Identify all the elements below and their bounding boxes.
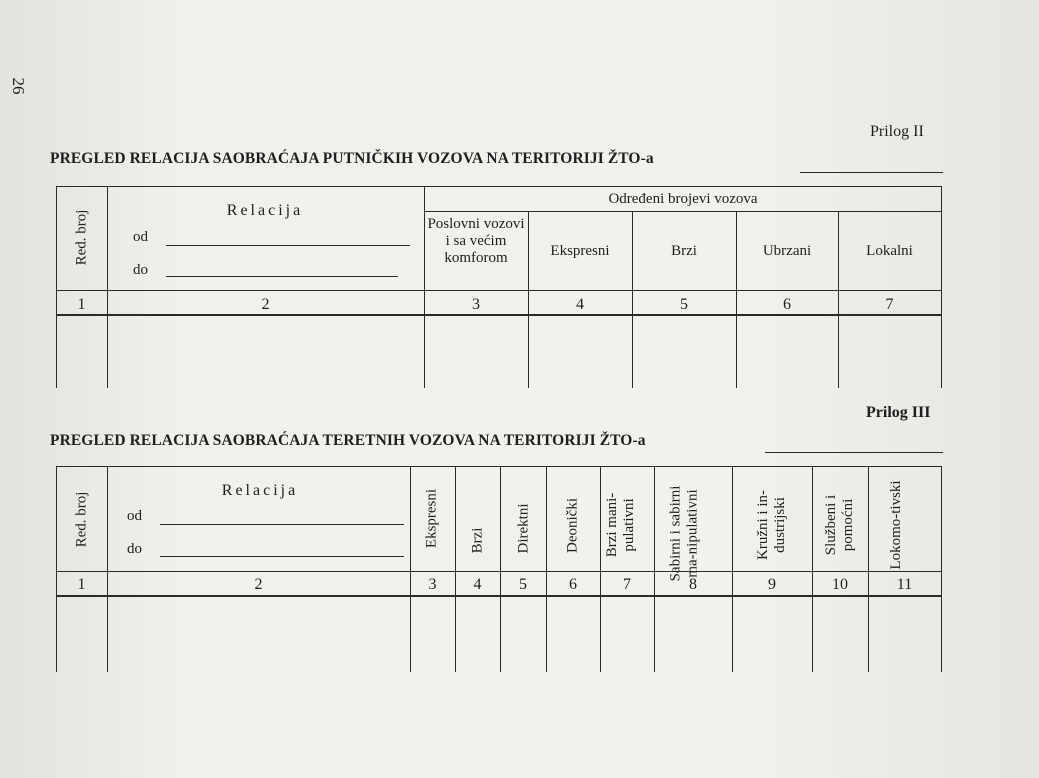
annex3-col-divider xyxy=(455,466,456,672)
annex3-brzi-header: Brzi xyxy=(469,527,486,554)
annex3-number-row-bottom xyxy=(56,595,942,597)
annex3-od-label: od xyxy=(127,508,142,524)
annex3-brzi-mani-header: Brzi mani-pulativni xyxy=(604,492,637,558)
annex3-col-number: 8 xyxy=(689,576,697,593)
annex3-red-broj-header: Red. broj xyxy=(73,491,90,548)
annex3-col-number: 3 xyxy=(428,576,437,593)
annex3-top-border xyxy=(56,466,942,467)
annex2-lokalni-header: Lokalni xyxy=(866,243,913,259)
annex2-col-number: 5 xyxy=(680,296,688,313)
annex2-col-divider xyxy=(107,186,108,388)
annex3-col-divider xyxy=(546,466,547,672)
annex3-od-line xyxy=(160,524,404,525)
annex2-ubrzani-header: Ubrzani xyxy=(762,243,812,259)
annex2-col-divider xyxy=(424,186,425,388)
annex3-col-divider xyxy=(600,466,601,672)
annex2-col-number: 2 xyxy=(261,296,270,313)
annex2-red-broj-header: Red. broj xyxy=(73,209,90,266)
annex3-col-divider xyxy=(732,466,733,672)
annex3-col-number: 7 xyxy=(623,576,631,593)
annex3-relacija-header: Relacija xyxy=(221,482,299,499)
annex3-do-label: do xyxy=(127,541,142,557)
annex2-group-divider xyxy=(424,211,942,212)
annex2-col-number: 1 xyxy=(77,296,86,313)
annex3-header-bottom xyxy=(56,571,942,572)
annex3-col-number: 2 xyxy=(254,576,263,593)
annex2-poslovni-header: Poslovni vozovi i sa većim komforom xyxy=(427,216,525,266)
annex2-relacija-header: Relacija xyxy=(226,202,304,219)
annex3-kruzni-header: Kružni i in-dustrijski xyxy=(755,490,788,560)
annex3-left-border xyxy=(56,466,57,672)
annex2-group-header: Određeni brojevi vozova xyxy=(608,191,758,207)
annex3-title-line xyxy=(765,452,943,453)
annex2-ekspresni-header: Ekspresni xyxy=(550,243,610,259)
annex3-col-divider xyxy=(654,466,655,672)
annex3-col-divider xyxy=(410,466,411,672)
annex2-col-number: 7 xyxy=(885,296,894,313)
annex3-col-number: 5 xyxy=(519,576,527,593)
annex3-col-divider xyxy=(812,466,813,672)
annex3-col-number: 11 xyxy=(896,576,913,593)
annex2-header-bottom xyxy=(56,290,942,291)
annex2-number-row-bottom xyxy=(56,314,942,316)
annex2-col-number: 3 xyxy=(472,296,480,313)
annex2-do-line xyxy=(166,276,398,277)
annex3-do-line xyxy=(160,556,404,557)
annex3-right-border xyxy=(941,466,942,672)
annex2-left-border xyxy=(56,186,57,388)
annex3-ekspresni-header: Ekspresni xyxy=(423,488,440,549)
annex3-col-divider xyxy=(107,466,108,672)
annex2-title-line xyxy=(800,172,943,173)
annex3-col-number: 4 xyxy=(473,576,482,593)
annex2-col-number: 4 xyxy=(576,296,584,313)
annex3-col-number: 6 xyxy=(569,576,577,593)
annex2-prilog-label: Prilog II xyxy=(870,123,924,140)
annex3-col-number: 9 xyxy=(768,576,776,593)
annex2-od-label: od xyxy=(133,229,148,245)
annex2-title: PREGLED RELACIJA SAOBRAĆAJA PUTNIČKIH VOZOVA NA TERITORIJI ŽTO-a xyxy=(50,150,654,167)
annex2-top-border xyxy=(56,186,942,187)
annex2-brzi-header: Brzi xyxy=(671,243,697,259)
annex3-col-number: 1 xyxy=(77,576,86,593)
annex3-lokomotivski-header: Lokomo-tivski xyxy=(888,480,904,570)
annex3-sluzbeni-header: Službeni i pomoćni xyxy=(823,494,856,556)
annex3-direktni-header: Direktni xyxy=(515,503,532,554)
annex2-right-border xyxy=(941,186,942,388)
annex3-deonicki-header: Deonički xyxy=(564,498,581,553)
annex3-sabirni-header: Sabirni i sabirni ma-nipulativni xyxy=(667,485,701,582)
annex3-prilog-label: Prilog III xyxy=(866,404,931,421)
annex3-col-divider xyxy=(500,466,501,672)
annex2-od-line xyxy=(166,245,410,246)
annex2-do-label: do xyxy=(133,262,148,278)
annex3-col-divider xyxy=(868,466,869,672)
page-number: 26 xyxy=(9,77,28,95)
annex3-col-number: 10 xyxy=(832,576,848,593)
annex2-col-number: 6 xyxy=(783,296,791,313)
annex3-title: PREGLED RELACIJA SAOBRAĆAJA TERETNIH VOZOVA NA TERITORIJI ŽTO-a xyxy=(50,432,646,449)
